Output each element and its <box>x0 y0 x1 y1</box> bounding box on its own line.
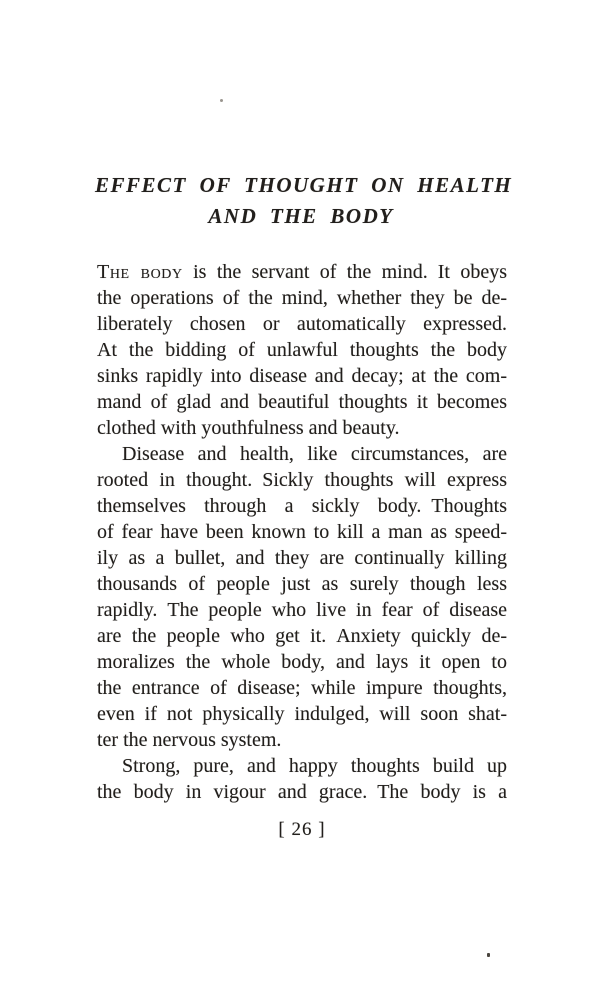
text-line: rapidly. The people who live in fear of disease <box>97 599 507 621</box>
text-line: sinks rapidly into disease and decay; at the com- <box>97 365 507 387</box>
page-number: [ 26 ] <box>278 819 326 840</box>
text-line: the body in vigour and grace. The body is a <box>97 781 507 803</box>
text-line: Disease and health, like circumstances, are <box>122 443 507 465</box>
text-line: moralizes the whole body, and lays it open to <box>97 651 507 673</box>
text-line: clothed with youthfulness and beauty. <box>97 417 400 439</box>
scan-speck-bottom <box>487 953 490 957</box>
text-line: are the people who get it. Anxiety quickly de- <box>97 625 507 647</box>
text-line: ily as a bullet, and they are continually killing <box>97 547 507 569</box>
text-line: liberately chosen or automatically expressed. <box>97 313 507 335</box>
text-line: of fear have been known to kill a man as speed- <box>97 521 507 543</box>
text-line: themselves through a sickly body. Thoughts <box>97 495 507 517</box>
text-line: the operations of the mind, whether they be de- <box>97 287 507 309</box>
text-line <box>97 259 507 285</box>
text-line: thousands of people just as surely though less <box>97 573 507 595</box>
chapter-title-line1: EFFECT OF THOUGHT ON HEALTH <box>95 173 513 197</box>
text-line: even if not physically indulged, will soon shat- <box>97 703 507 725</box>
text-line: rooted in thought. Sickly thoughts will express <box>97 469 507 491</box>
text-line: ter the nervous system. <box>97 729 282 751</box>
text-line-rest: is the servant of the mind. It obeys <box>182 261 507 283</box>
text-line: the entrance of disease; while impure thoughts, <box>97 677 507 699</box>
text-line: mand of glad and beautiful thoughts it becomes <box>97 391 507 413</box>
chapter-title-line2: AND THE BODY <box>208 204 394 228</box>
scan-speck-top <box>220 99 223 102</box>
lead-in-small-caps: The body <box>97 261 183 283</box>
text-line: Strong, pure, and happy thoughts build up <box>122 755 507 777</box>
body-text <box>97 259 507 805</box>
chapter-title <box>95 170 513 232</box>
text-line: At the bidding of unlawful thoughts the body <box>97 339 507 361</box>
